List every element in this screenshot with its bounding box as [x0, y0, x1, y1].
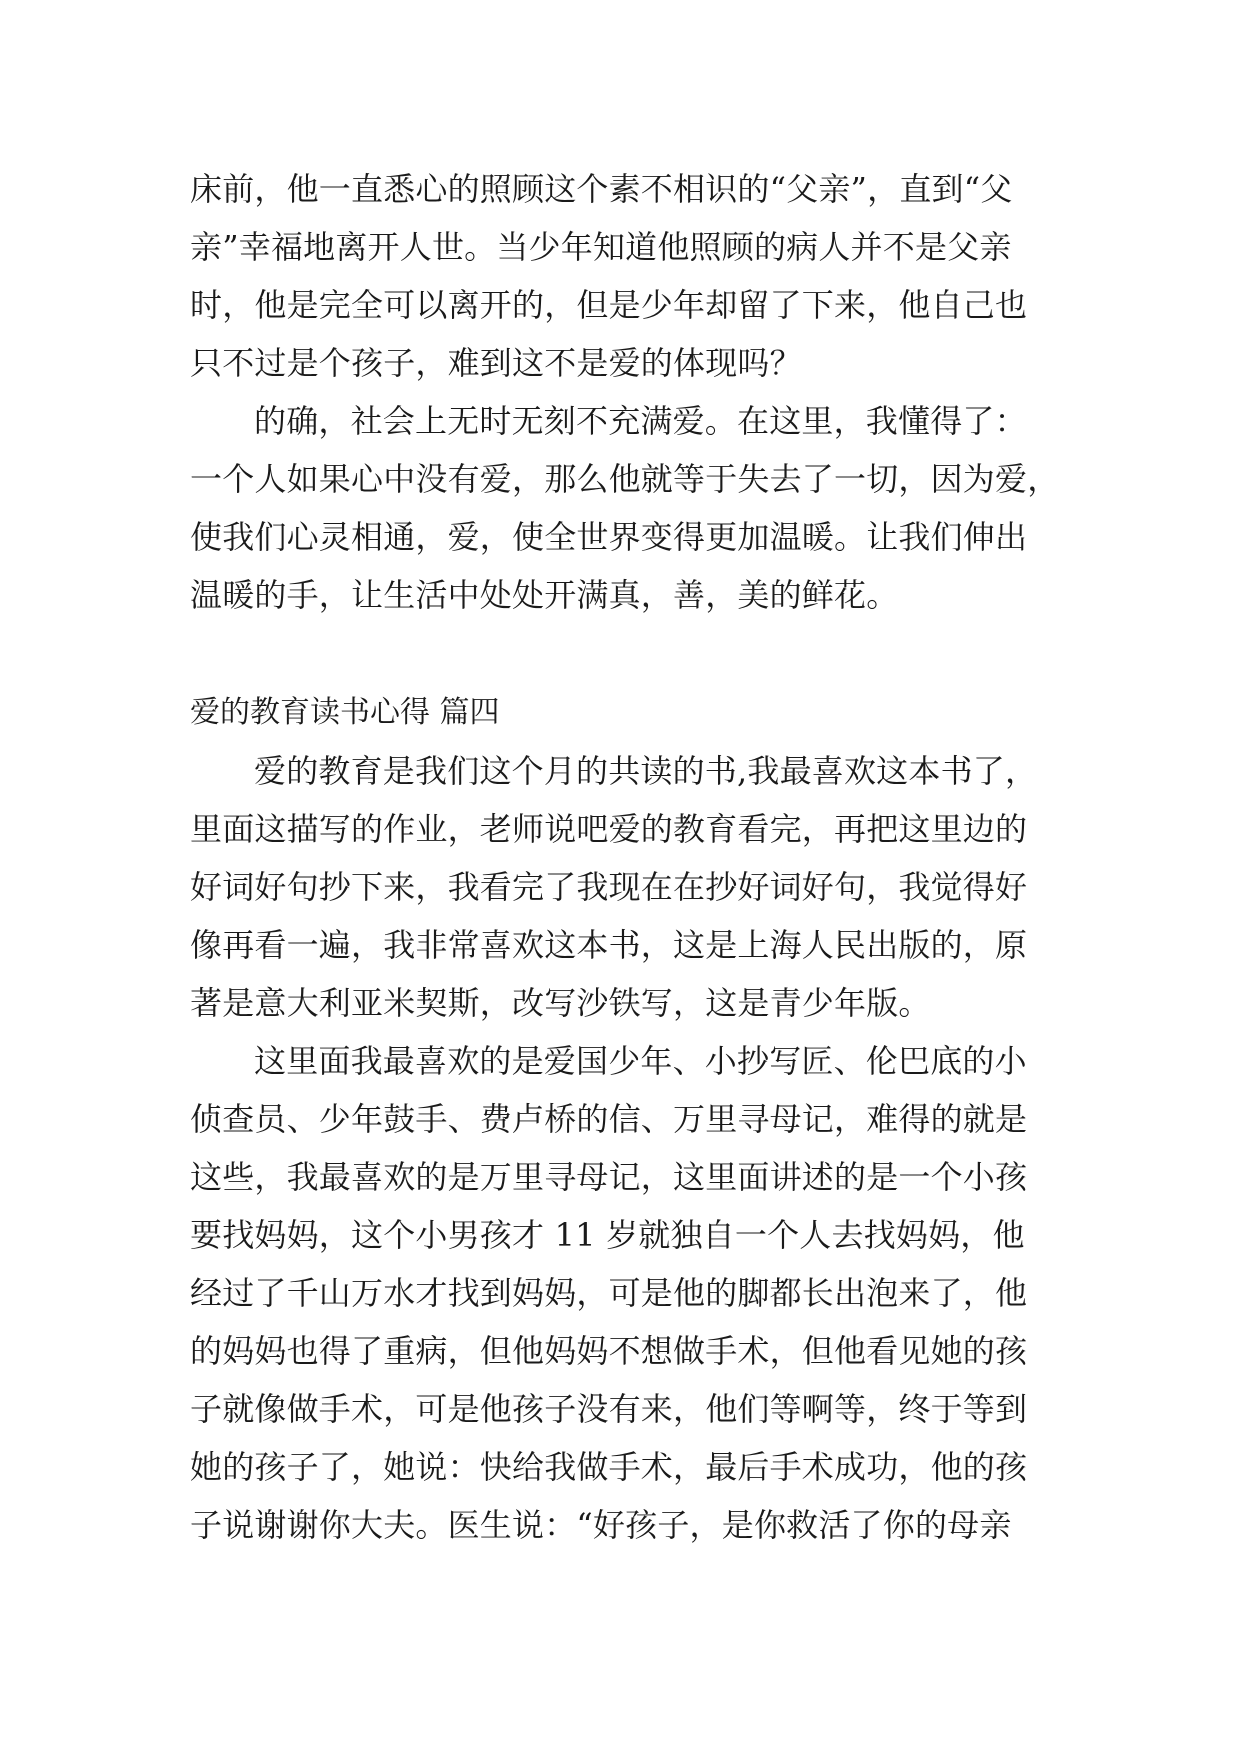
paragraph-intro [190, 742, 1060, 1032]
text-line: 温暖的手，让生活中处处开满真，善，美的鲜花。 [190, 576, 899, 614]
text-line: 里面这描写的作业，老师说吧爱的教育看完，再把这里边的 [190, 810, 1028, 848]
document-page [190, 160, 1060, 1554]
text-line: 只不过是个孩子，难到这不是爱的体现吗？ [190, 344, 802, 382]
text-line: 一个人如果心中没有爱，那么他就等于失去了一切，因为爱， [190, 460, 1060, 498]
text-line: 的确，社会上无时无刻不充满爱。在这里，我懂得了： [254, 402, 1027, 440]
text-line: 时，他是完全可以离开的，但是少年却留了下来，他自己也 [190, 286, 1028, 324]
text-line: 经过了千山万水才找到妈妈，可是他的脚都长出泡来了，他 [190, 1274, 1028, 1312]
section-heading: 爱的教育读书心得 篇四 [190, 695, 500, 730]
text-line: 亲”幸福地离开人世。当少年知道他照顾的病人并不是父亲 [190, 228, 1012, 266]
text-line: 子说谢谢你大夫。医生说：“好孩子，是你救活了你的母亲 [190, 1506, 1012, 1544]
paragraph-conclusion [190, 392, 1060, 624]
text-line: 好词好句抄下来，我看完了我现在在抄好词好句，我觉得好 [190, 868, 1028, 906]
text-line: 像再看一遍，我非常喜欢这本书，这是上海人民出版的，原 [190, 926, 1028, 964]
text-line: 侦查员、少年鼓手、费卢桥的信、万里寻母记，难得的就是 [190, 1100, 1028, 1138]
text-line: 要找妈妈，这个小男孩才 11 岁就独自一个人去找妈妈，他 [190, 1216, 1025, 1254]
text-line: 的妈妈也得了重病，但他妈妈不想做手术，但他看见她的孩 [190, 1332, 1028, 1370]
text-line: 床前，他一直悉心的照顾这个素不相识的“父亲”，直到“父 [190, 170, 1013, 208]
paragraph-continuation [190, 160, 1060, 392]
text-line: 著是意大利亚米契斯，改写沙铁写，这是青少年版。 [190, 984, 931, 1022]
text-line: 使我们心灵相通，爱，使全世界变得更加温暖。让我们伸出 [190, 518, 1028, 556]
text-line: 这里面我最喜欢的是爱国少年、小抄写匠、伦巴底的小 [254, 1042, 1027, 1080]
text-line: 这些，我最喜欢的是万里寻母记，这里面讲述的是一个小孩 [190, 1158, 1028, 1196]
text-line: 她的孩子了，她说：快给我做手术，最后手术成功，他的孩 [190, 1448, 1028, 1486]
paragraph-story [190, 1032, 1060, 1554]
section-gap [190, 624, 1060, 684]
text-line: 子就像做手术，可是他孩子没有来，他们等啊等，终于等到 [190, 1390, 1028, 1428]
text-line: 爱的教育是我们这个月的共读的书,我最喜欢这本书了， [254, 752, 1038, 790]
